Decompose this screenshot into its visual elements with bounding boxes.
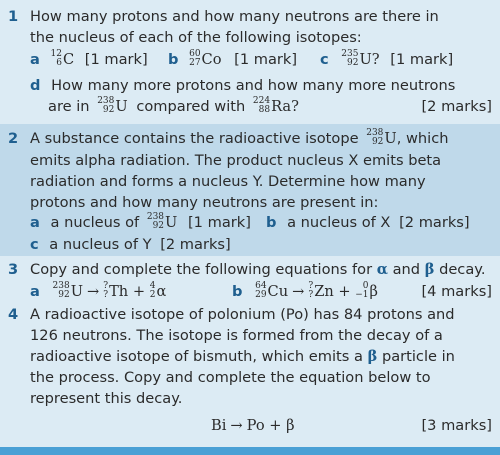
part-label: d [30,77,41,94]
equation: 238 92 U → ? ? Th + 4 2 α [52,281,167,300]
isotope-notation: 238 92 U [146,212,178,231]
part-label: b [168,51,179,68]
question-number: 4 [8,306,19,323]
isotope-notation: 60 27 Co [189,49,222,68]
beta-symbol: β [286,417,295,434]
question-text: emits alpha radiation. The product nucleus X emits beta [30,152,442,169]
question-text: radioactive isotope of bismuth, which emits a β particle in [30,348,455,365]
question-1 [0,0,500,124]
question-text: 126 neutrons. The isotope is formed from the decay of a [30,327,443,344]
marks: [2 marks] [160,236,231,253]
marks: [1 mark] [390,51,454,68]
marks: [2 marks] [399,214,470,231]
marks: [1 mark] [84,51,148,68]
question-text: How many protons and how many neutrons are there in [30,8,439,25]
question-text: A substance contains the radioactive isotope 238 92 U, which [30,128,449,147]
part-b-equation [232,282,378,301]
marks: [3 marks] [421,417,492,434]
part-d [30,76,455,95]
part-d-line2: are in 238 92 U compared with 224 88 Ra? [48,96,299,115]
bottom-rule [0,447,500,455]
question-text: represent this decay. [30,390,183,407]
question-text: A radioactive isotope of polonium (Po) has 84 protons and [30,306,455,323]
part-label: b [232,283,243,300]
alpha-symbol: α [376,261,388,278]
part-b: b a nucleus of X [2 marks] [266,214,470,231]
part-b [168,50,297,69]
part-c [320,50,453,69]
beta-symbol: β [367,348,378,365]
part-a-equation [30,282,166,301]
question-text: the nucleus of each of the following isotopes: [30,29,362,46]
question-text: Copy and complete the following equations for α and β decay. [30,261,486,278]
beta-symbol: β [424,261,435,278]
part-label: a [30,51,40,68]
part-label: c [320,51,329,68]
isotope-notation: 224 88 Ra? [252,96,299,115]
part-label: b [266,214,277,231]
decay-equation: Bi → Po + β [211,417,295,434]
part-c: c a nucleus of Y [2 marks] [30,236,231,253]
question-number: 2 [8,130,19,147]
marks: [1 mark] [234,51,298,68]
part-label: c [30,236,39,253]
question-number: 3 [8,261,19,278]
question-3 [0,256,500,302]
question-4 [0,302,500,447]
isotope-notation: 235 92 U? [341,49,380,68]
part-a [30,50,148,69]
question-text: protons and how many neutrons are present in: [30,194,379,211]
question-text: How many more protons and how many more neutrons [51,77,456,94]
equation: 64 29 Cu → ? ? Zn + 0 −1 β [255,281,378,300]
part-a: a a nucleus of 238 92 U [1 mark] [30,212,251,231]
part-label: a [30,283,40,300]
question-number: 1 [8,8,19,25]
isotope-notation: 238 92 U [366,128,397,147]
question-text: radiation and forms a nucleus Y. Determine how many [30,173,426,190]
question-2 [0,124,500,256]
marks: [4 marks] [421,283,492,300]
part-label: a [30,214,40,231]
marks: [1 mark] [187,214,251,231]
isotope-notation: 12 6 C [50,49,75,68]
isotope-notation: 238 92 U [97,96,128,115]
question-text: the process. Copy and complete the equation below to [30,369,431,386]
marks: [2 marks] [421,98,492,115]
